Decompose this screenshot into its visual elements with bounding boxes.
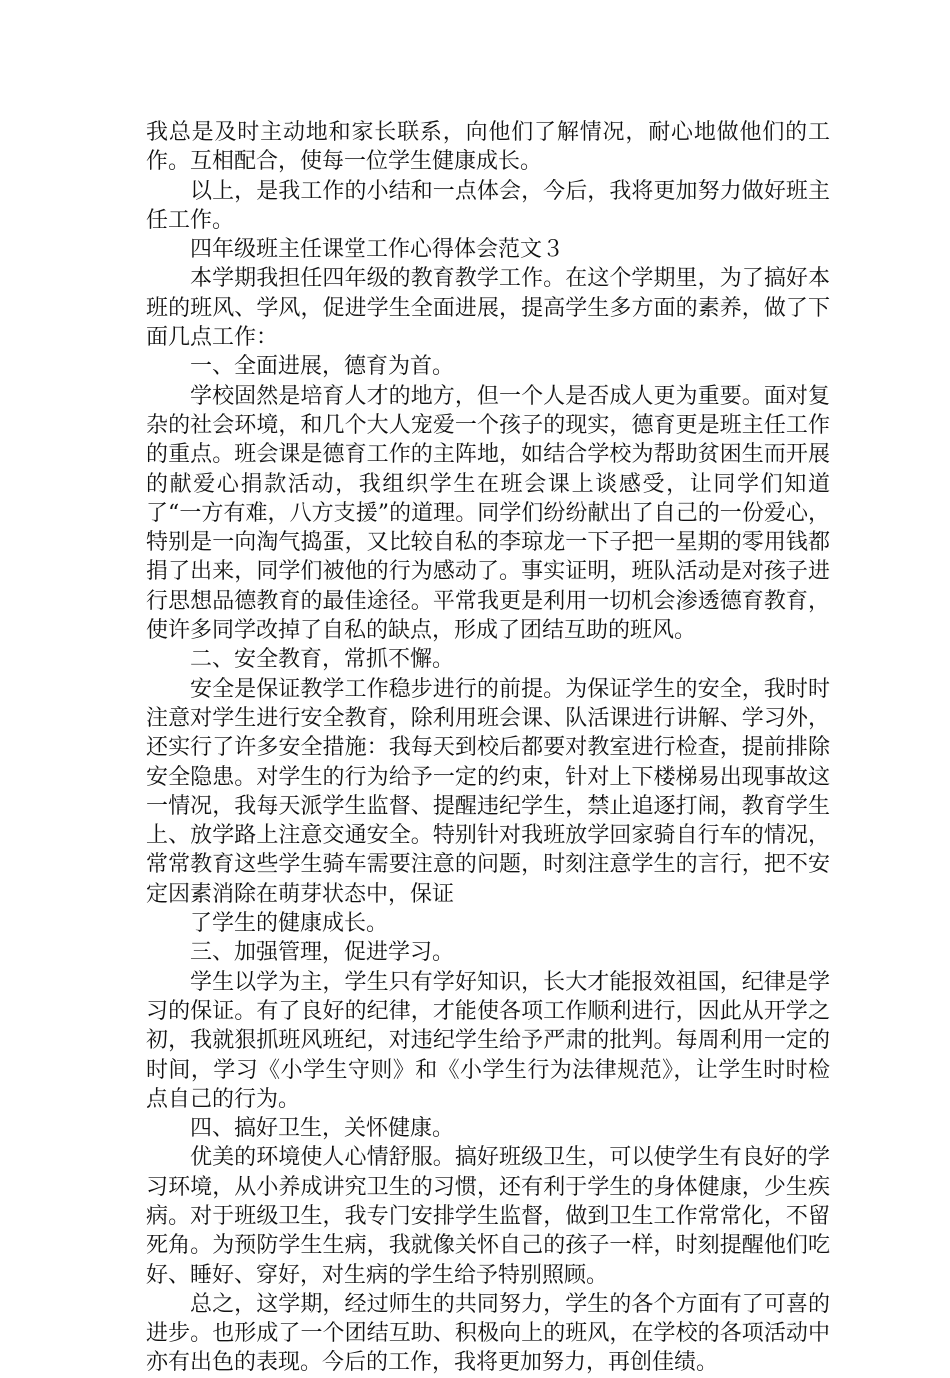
paragraph-section-4: 优美的环境使人心情舒服。搞好班级卫生，可以使学生有良好的学习环境，从小养成讲究卫生的习惯，还有利于学生的身体健康，少生疾病。对于班级卫生，我专门安排学生监督，做到卫生工作常常化，不留死角。为预防学生生病，我就像关怀自己的孩子一样，时刻提醒他们吃好、睡好、穿好，对生病的学生给予特别照顾。 <box>146 1145 830 1288</box>
section-heading-3: 三、加强管理，促进学习。 <box>190 940 455 966</box>
section-heading-2: 二、安全教育，常抓不懈。 <box>190 647 455 673</box>
paragraph-intro: 本学期我担任四年级的教育教学工作。在这个学期里，为了搞好本班的班风、学风，促进学生全面进展，提高学生多方面的素养，做了下面几点工作： <box>146 266 830 351</box>
paragraph-section-1: 学校固然是培育人才的地方，但一个人是否成人更为重要。面对复杂的社会环境，和几个大人宠爱一个孩子的现实，德育更是班主任工作的重点。班会课是德育工作的主阵地，如结合学校为帮助贫困生而开展的献爱心捐款活动，我组织学生在班会课上谈感受，让同学们知道了“一方有难，八方支援”的道理。同学们纷纷献出了自己的一份爱心，特别是一向淘气捣蛋，又比较自私的李琼龙一下子把一星期的零用钱都捐了出来，同学们被他的行为感动了。事实证明，班队活动是对孩子进行思想品德教育的最佳途径。平常我更是利用一切机会渗透德育教育，使许多同学改掉了自私的缺点，形成了团结互助的班风。 <box>146 383 830 644</box>
paragraph-section-2: 安全是保证教学工作稳步进行的前提。为保证学生的安全，我时时注意对学生进行安全教育，除利用班会课、队活课进行讲解、学习外，还实行了许多安全措施：我每天到校后都要对教室进行检查，提前排除安全隐患。对学生的行为给予一定的约束，针对上下楼梯易出现事故这一情况，我每天派学生监督、提醒违纪学生，禁止追逐打闹，教育学生上、放学路上注意交通安全。特别针对我班放学回家骑自行车的情况，常常教育这些学生骑车需要注意的问题，时刻注意学生的言行，把不安定因素消除在萌芽状态中，保证 <box>146 676 830 907</box>
paragraph-2: 以上，是我工作的小结和一点体会，今后，我将更加努力做好班主任工作。 <box>146 178 830 233</box>
section-heading-1: 一、全面进展，德育为首。 <box>190 354 455 380</box>
paragraph-1: 我总是及时主动地和家长联系，向他们了解情况，耐心地做他们的工作。互相配合，使每一位学生健康成长。 <box>146 120 830 175</box>
section-heading-4: 四、搞好卫生，关怀健康。 <box>190 1116 455 1142</box>
document-page <box>146 118 830 1378</box>
paragraph-section-3: 学生以学为主，学生只有学好知识，长大才能报效祖国，纪律是学习的保证。有了良好的纪律，才能使各项工作顺利进行，因此从开学之初，我就狠抓班风班纪，对违纪学生给予严肃的批判。每周利用一定的时间，学习《小学生守则》和《小学生行为法律规范》，让学生时时检点自己的行为。 <box>146 969 830 1112</box>
paragraph-conclusion: 总之，这学期，经过师生的共同努力，学生的各个方面有了可喜的进步。也形成了一个团结互助、积极向上的班风，在学校的各项活动中亦有出色的表现。今后的工作，我将更加努力，再创佳绩。 <box>146 1291 830 1376</box>
article-title: 四年级班主任课堂工作心得体会范文３ <box>190 237 565 263</box>
paragraph-section-2-cont: 了学生的健康成长。 <box>190 911 389 937</box>
